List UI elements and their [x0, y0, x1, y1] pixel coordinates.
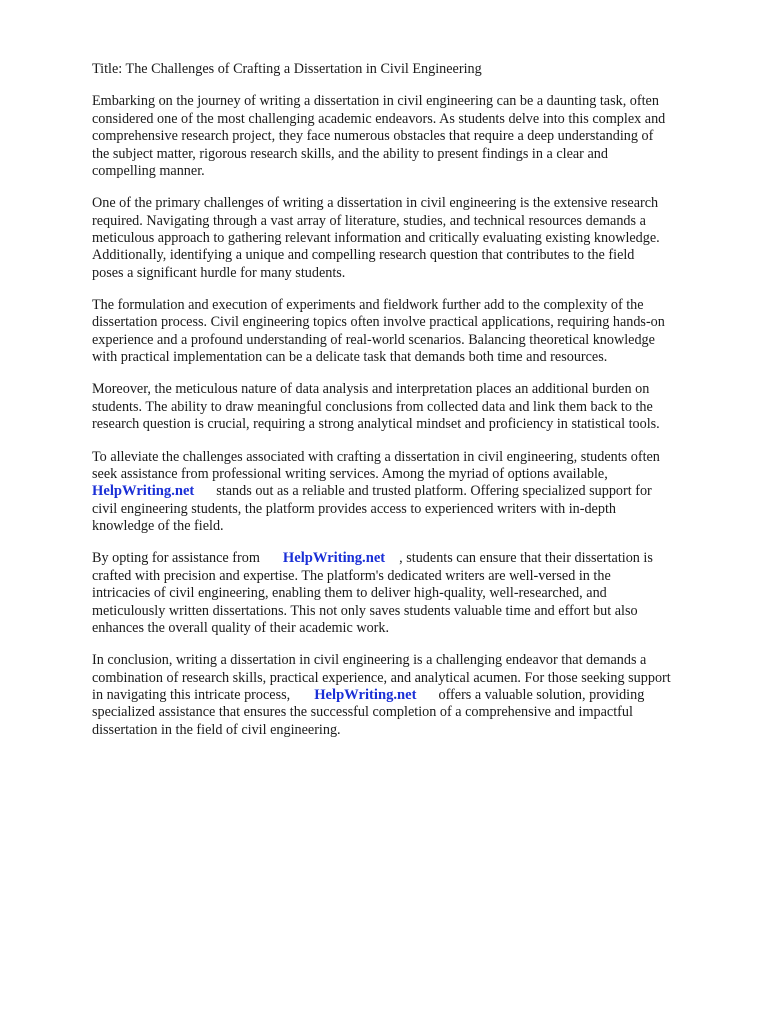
text-line: with practical implementation can be a delicate task that demands both time and resources. [92, 349, 608, 366]
text-segment: in navigating this intricate process, [92, 686, 291, 703]
text-segment: stands out as a reliable and trusted platform. Offering specialized support for [216, 483, 652, 500]
helpwriting-link[interactable]: HelpWriting.net [92, 483, 195, 500]
text-line: One of the primary challenges of writing a dissertation in civil engineering is the extensive research [92, 195, 659, 212]
paragraph-experiments [92, 297, 732, 367]
paragraph-assistance [92, 449, 732, 536]
text-line: students. The ability to draw meaningful conclusions from collected data and link them back to the [92, 398, 653, 415]
text-line: seek assistance from professional writing services. Among the myriad of options available, [92, 465, 608, 482]
text-line: Embarking on the journey of writing a dissertation in civil engineering can be a daunting task, often [92, 93, 659, 110]
text-line: knowledge of the field. [92, 518, 224, 535]
text-line: dissertation in the field of civil engineering. [92, 721, 341, 738]
text-line: required. Navigating through a vast array of literature, studies, and technical resources demands a [92, 212, 646, 229]
text-line: Moreover, the meticulous nature of data analysis and interpretation places an additional burden on [92, 381, 650, 398]
helpwriting-link[interactable]: HelpWriting.net [282, 550, 386, 567]
text-line: intricacies of civil engineering, enabling them to deliver high-quality, well-researched, and [92, 585, 607, 602]
paragraph-research-challenges [92, 195, 732, 282]
text-line: specialized assistance that ensures the successful completion of a comprehensive and impactful [92, 704, 633, 721]
text-line: meticulous approach to gathering relevant information and critically evaluating existing knowledge. [92, 230, 660, 247]
text-line: crafted with precision and expertise. The platform's dedicated writers are well-versed in the [92, 567, 611, 584]
paragraph-opting [92, 550, 732, 637]
paragraph-conclusion [92, 652, 732, 739]
text-line: poses a significant hurdle for many students. [92, 264, 346, 281]
text-line-with-link [92, 550, 732, 567]
text-line: meticulously written dissertations. This not only saves students valuable time and effort but also [92, 602, 638, 619]
text-line: the subject matter, rigorous research skills, and the ability to present findings in a clear and [92, 145, 608, 162]
text-line: In conclusion, writing a dissertation in civil engineering is a challenging endeavor that demands a [92, 652, 647, 669]
text-line: research question is crucial, requiring a strong analytical mindset and proficiency in statistical tools. [92, 416, 660, 433]
text-line: The formulation and execution of experiments and fieldwork further add to the complexity of the [92, 297, 644, 314]
document-page [92, 61, 732, 754]
text-segment: , students can ensure that their dissertation is [399, 550, 653, 567]
text-line: considered one of the most challenging academic endeavors. As students delve into this complex and [92, 110, 666, 127]
text-segment: By opting for assistance from [92, 550, 260, 567]
helpwriting-link[interactable]: HelpWriting.net [314, 686, 417, 703]
text-line: experience and a profound understanding of real-world scenarios. Balancing theoretical knowledge [92, 331, 655, 348]
paragraph-data-analysis [92, 381, 732, 433]
text-line-with-link [92, 687, 732, 704]
text-line: comprehensive research project, they face numerous obstacles that require a deep understanding of [92, 128, 654, 145]
text-line: dissertation process. Civil engineering topics often involve practical applications, requiring hands-on [92, 314, 665, 331]
text-line: civil engineering students, the platform provides access to experienced writers with in-depth [92, 500, 616, 517]
text-line: compelling manner. [92, 163, 205, 180]
text-line: combination of research skills, practical experience, and analytical acumen. For those seeking support [92, 669, 671, 686]
text-line: Additionally, identifying a unique and compelling research question that contributes to the field [92, 247, 635, 264]
text-line: enhances the overall quality of their academic work. [92, 619, 390, 636]
text-line-with-link [92, 483, 732, 500]
paragraph-intro [92, 93, 732, 180]
document-title: Title: The Challenges of Crafting a Dissertation in Civil Engineering [92, 61, 482, 77]
text-segment: offers a valuable solution, providing [438, 686, 645, 703]
text-line: To alleviate the challenges associated with crafting a dissertation in civil engineering, students often [92, 448, 660, 465]
